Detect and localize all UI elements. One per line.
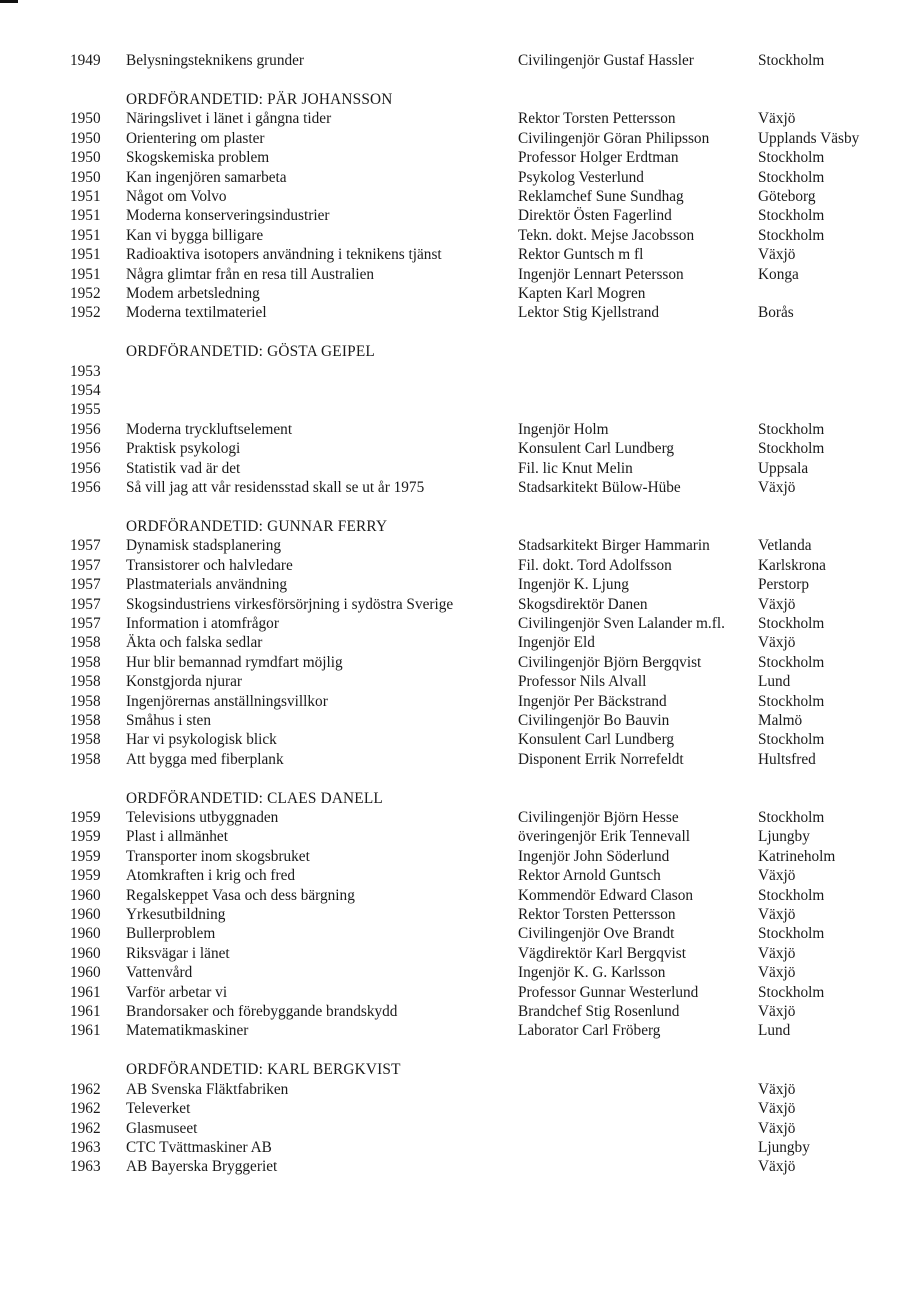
year-cell: 1958 (70, 673, 101, 691)
place-cell: Växjö (758, 964, 796, 982)
speaker-cell: Ingenjör John Söderlund (518, 847, 670, 865)
speaker-cell: Stadsarkitekt Bülow-Hübe (518, 479, 681, 496)
speaker-cell: Civilingenjör Björn Bergqvist (518, 653, 702, 671)
speaker-cell: Civilingenjör Göran Philipsson (518, 129, 710, 147)
year-cell: 1960 (70, 964, 101, 982)
speaker-cell: Civilingenjör Sven Lalander m.fl. (518, 614, 725, 632)
lecture-row (70, 168, 900, 187)
title-cell: Yrkesutbildning (126, 906, 226, 923)
speaker-cell: Ingenjör K. G. Karlsson (518, 964, 666, 982)
lecture-row (70, 226, 900, 245)
chairman-heading: ORDFÖRANDETID: GUNNAR FERRY (126, 517, 388, 535)
place-cell: Stockholm (758, 52, 825, 69)
place-cell: Stockholm (758, 925, 825, 943)
place-cell: Växjö (758, 110, 796, 128)
lecture-row (70, 1099, 900, 1118)
place-cell: Perstorp (758, 576, 809, 594)
title-cell: Statistik vad är det (126, 459, 241, 477)
title-cell: Ingenjörernas anställningsvillkor (126, 692, 328, 710)
speaker-cell: Rektor Guntsch m fl (518, 246, 644, 264)
year-cell: 1960 (70, 886, 101, 904)
speaker-cell: Konsulent Carl Lundberg (518, 731, 675, 749)
title-cell: Har vi psykologisk blick (126, 731, 277, 749)
speaker-cell: Rektor Torsten Pettersson (518, 906, 676, 923)
speaker-cell: Disponent Errik Norrefeldt (518, 750, 684, 768)
place-cell: Växjö (758, 1002, 796, 1020)
year-cell: 1958 (70, 750, 101, 768)
title-cell: Så vill jag att vår residensstad skall se ut år 1975 (126, 479, 425, 496)
place-cell: Konga (758, 265, 799, 283)
year-cell: 1963 (70, 1138, 101, 1156)
year-cell: 1956 (70, 440, 101, 458)
title-cell: Atomkraften i krig och fred (126, 867, 296, 885)
lecture-row (70, 381, 900, 400)
place-cell: Vetlanda (758, 537, 812, 555)
lecture-row (70, 924, 900, 943)
title-cell: Bullerproblem (126, 925, 216, 943)
year-cell: 1950 (70, 149, 101, 167)
lecture-row (70, 1080, 900, 1099)
place-cell: Växjö (758, 246, 796, 264)
year-cell: 1957 (70, 537, 101, 555)
speaker-cell: Rektor Arnold Guntsch (518, 867, 661, 885)
section (70, 342, 900, 497)
title-cell: Brandorsaker och förebyggande brandskydd (126, 1002, 398, 1020)
speaker-cell: Professor Holger Erdtman (518, 149, 679, 167)
lecture-row (70, 1119, 900, 1138)
lecture-row (70, 109, 900, 128)
lecture-list-document (70, 51, 900, 1177)
year-cell: 1952 (70, 284, 101, 302)
title-cell: Plast i allmänhet (126, 828, 228, 846)
title-cell: Småhus i sten (126, 711, 211, 729)
lecture-row (70, 866, 900, 885)
place-cell: Stockholm (758, 983, 825, 1001)
place-cell: Stockholm (758, 886, 825, 904)
title-cell: Belysningsteknikens grunder (126, 52, 305, 69)
place-cell: Lund (758, 673, 791, 691)
title-cell: Några glimtar från en resa till Australien (126, 265, 375, 283)
speaker-cell: Ingenjör K. Ljung (518, 576, 629, 594)
title-cell: Radioaktiva isotopers användning i teknikens tjänst (126, 246, 442, 264)
place-cell: Växjö (758, 1158, 796, 1176)
lecture-row (70, 750, 900, 769)
year-cell: 1956 (70, 420, 101, 438)
lecture-row (70, 983, 900, 1002)
lecture-row (70, 51, 900, 70)
lecture-row (70, 536, 900, 555)
speaker-cell: Reklamchef Sune Sundhag (518, 187, 684, 205)
speaker-cell: Civilingenjör Bo Bauvin (518, 711, 670, 729)
place-cell: Ljungby (758, 1138, 810, 1156)
place-cell: Ljungby (758, 828, 810, 846)
year-cell: 1951 (70, 187, 101, 205)
year-cell: 1960 (70, 944, 101, 962)
year-cell: 1961 (70, 1002, 101, 1020)
lecture-row (70, 265, 900, 284)
lecture-row (70, 245, 900, 264)
lecture-row (70, 633, 900, 652)
place-cell: Växjö (758, 479, 796, 496)
year-cell: 1961 (70, 983, 101, 1001)
lecture-row (70, 206, 900, 225)
title-cell: Att bygga med fiberplank (126, 750, 284, 768)
speaker-cell: Konsulent Carl Lundberg (518, 440, 675, 458)
place-cell: Stockholm (758, 614, 825, 632)
place-cell: Växjö (758, 1080, 796, 1098)
place-cell: Katrineholm (758, 847, 836, 865)
title-cell: Glasmuseet (126, 1119, 198, 1137)
lecture-row (70, 847, 900, 866)
lecture-row (70, 711, 900, 730)
title-cell: Orientering om plaster (126, 129, 265, 147)
place-cell: Stockholm (758, 809, 825, 827)
speaker-cell: Rektor Torsten Pettersson (518, 110, 676, 128)
lecture-row (70, 129, 900, 148)
speaker-cell: Ingenjör Holm (518, 420, 609, 438)
year-cell: 1958 (70, 692, 101, 710)
year-cell: 1959 (70, 847, 101, 865)
place-cell: Hultsfred (758, 750, 816, 768)
title-cell: Hur blir bemannad rymdfart möjlig (126, 653, 343, 671)
title-cell: AB Bayerska Bryggeriet (126, 1158, 278, 1176)
place-cell: Stockholm (758, 207, 825, 225)
place-cell: Stockholm (758, 168, 825, 186)
lecture-row (70, 1157, 900, 1176)
speaker-cell: Tekn. dokt. Mejse Jacobsson (518, 226, 695, 244)
lecture-row (70, 1138, 900, 1157)
speaker-cell: Civilingenjör Björn Hesse (518, 809, 679, 827)
title-cell: Något om Volvo (126, 187, 227, 205)
title-cell: Praktisk psykologi (126, 440, 241, 458)
speaker-cell: Laborator Carl Fröberg (518, 1022, 661, 1040)
year-cell: 1949 (70, 52, 101, 69)
chairman-heading: ORDFÖRANDETID: KARL BERGKVIST (126, 1061, 401, 1079)
place-cell: Växjö (758, 1100, 796, 1118)
place-cell: Växjö (758, 634, 796, 652)
speaker-cell: Civilingenjör Ove Brandt (518, 925, 675, 943)
speaker-cell: Fil. lic Knut Melin (518, 459, 633, 477)
year-cell: 1958 (70, 731, 101, 749)
lecture-row (70, 730, 900, 749)
place-cell: Borås (758, 304, 794, 322)
speaker-cell: Ingenjör Per Bäckstrand (518, 692, 667, 710)
place-cell: Växjö (758, 906, 796, 923)
year-cell: 1956 (70, 479, 101, 496)
lecture-row (70, 1002, 900, 1021)
place-cell: Växjö (758, 595, 796, 613)
lecture-row (70, 595, 900, 614)
title-cell: Televisions utbyggnaden (126, 809, 279, 827)
speaker-cell: Professor Nils Alvall (518, 673, 647, 691)
chairman-heading: ORDFÖRANDETID: PÄR JOHANSSON (126, 90, 393, 108)
lecture-row (70, 478, 900, 497)
place-cell: Stockholm (758, 692, 825, 710)
lecture-row (70, 303, 900, 322)
year-cell: 1957 (70, 576, 101, 594)
place-cell: Karlskrona (758, 556, 826, 574)
year-cell: 1956 (70, 459, 101, 477)
year-cell: 1951 (70, 226, 101, 244)
lecture-row (70, 362, 900, 381)
year-cell: 1959 (70, 828, 101, 846)
lecture-row (70, 808, 900, 827)
lecture-row (70, 653, 900, 672)
year-cell: 1959 (70, 809, 101, 827)
title-cell: CTC Tvättmaskiner AB (126, 1138, 272, 1156)
title-cell: Kan vi bygga billigare (126, 226, 264, 244)
place-cell: Göteborg (758, 187, 816, 205)
chairman-heading: ORDFÖRANDETID: GÖSTA GEIPEL (126, 343, 375, 361)
title-cell: Näringslivet i länet i gångna tider (126, 110, 332, 128)
place-cell: Upplands Väsby (758, 129, 860, 147)
place-cell: Växjö (758, 1119, 796, 1137)
lecture-row (70, 963, 900, 982)
speaker-cell: Stadsarkitekt Birger Hammarin (518, 537, 710, 555)
year-cell: 1955 (70, 401, 101, 419)
lecture-row (70, 672, 900, 691)
section (70, 51, 900, 70)
year-cell: 1959 (70, 867, 101, 885)
lecture-row (70, 614, 900, 633)
lecture-row (70, 459, 900, 478)
title-cell: Televerket (126, 1100, 191, 1118)
year-cell: 1952 (70, 304, 101, 322)
title-cell: Äkta och falska sedlar (126, 634, 263, 652)
year-cell: 1960 (70, 925, 101, 943)
lecture-row (70, 556, 900, 575)
place-cell: Växjö (758, 867, 796, 885)
year-cell: 1957 (70, 595, 101, 613)
lecture-row (70, 1021, 900, 1040)
speaker-cell: Lektor Stig Kjellstrand (518, 304, 660, 322)
speaker-cell: Fil. dokt. Tord Adolfsson (518, 556, 672, 574)
speaker-cell: Vägdirektör Karl Bergqvist (518, 944, 686, 962)
year-cell: 1957 (70, 614, 101, 632)
section (70, 789, 900, 1041)
title-cell: Skogsindustriens virkesförsörjning i sydöstra Sverige (126, 595, 454, 613)
lecture-row (70, 827, 900, 846)
year-cell: 1958 (70, 634, 101, 652)
chairman-heading: ORDFÖRANDETID: CLAES DANELL (126, 789, 383, 807)
speaker-cell: Brandchef Stig Rosenlund (518, 1002, 680, 1020)
year-cell: 1963 (70, 1158, 101, 1176)
title-cell: Plastmaterials användning (126, 576, 288, 594)
title-cell: Dynamisk stadsplanering (126, 537, 282, 555)
speaker-cell: Psykolog Vesterlund (518, 168, 644, 186)
year-cell: 1957 (70, 556, 101, 574)
lecture-row (70, 284, 900, 303)
speaker-cell: Ingenjör Lennart Petersson (518, 265, 684, 283)
place-cell: Stockholm (758, 731, 825, 749)
year-cell: 1962 (70, 1119, 101, 1137)
title-cell: Skogskemiska problem (126, 149, 270, 167)
title-cell: Riksvägar i länet (126, 944, 230, 962)
year-cell: 1954 (70, 382, 101, 400)
speaker-cell: Civilingenjör Gustaf Hassler (518, 52, 694, 69)
lecture-row (70, 886, 900, 905)
place-cell: Stockholm (758, 653, 825, 671)
title-cell: Matematikmaskiner (126, 1022, 249, 1040)
title-cell: Varför arbetar vi (126, 983, 228, 1001)
section (70, 517, 900, 769)
section (70, 1060, 900, 1176)
section (70, 90, 900, 323)
speaker-cell: överingenjör Erik Tennevall (518, 828, 690, 846)
speaker-cell: Ingenjör Eld (518, 634, 595, 652)
speaker-cell: Kommendör Edward Clason (518, 886, 694, 904)
title-cell: Moderna tryckluftselement (126, 420, 293, 438)
title-cell: Konstgjorda njurar (126, 673, 242, 691)
lecture-row (70, 944, 900, 963)
year-cell: 1962 (70, 1080, 101, 1098)
year-cell: 1961 (70, 1022, 101, 1040)
title-cell: Kan ingenjören samarbeta (126, 168, 287, 186)
speaker-cell: Professor Gunnar Westerlund (518, 983, 699, 1001)
place-cell: Uppsala (758, 459, 809, 477)
year-cell: 1950 (70, 168, 101, 186)
title-cell: Information i atomfrågor (126, 614, 279, 632)
title-cell: Moderna konserveringsindustrier (126, 207, 330, 225)
title-cell: Moderna textilmateriel (126, 304, 267, 322)
scan-edge-mark (0, 0, 18, 3)
lecture-row (70, 905, 900, 924)
lecture-row (70, 420, 900, 439)
lecture-row (70, 575, 900, 594)
lecture-row (70, 148, 900, 167)
lecture-row (70, 400, 900, 419)
place-cell: Stockholm (758, 226, 825, 244)
year-cell: 1958 (70, 711, 101, 729)
title-cell: AB Svenska Fläktfabriken (126, 1080, 289, 1098)
lecture-row (70, 439, 900, 458)
title-cell: Vattenvård (126, 964, 193, 982)
year-cell: 1962 (70, 1100, 101, 1118)
year-cell: 1958 (70, 653, 101, 671)
place-cell: Stockholm (758, 440, 825, 458)
speaker-cell: Skogsdirektör Danen (518, 595, 648, 613)
title-cell: Transistorer och halvledare (126, 556, 293, 574)
place-cell: Stockholm (758, 149, 825, 167)
lecture-row (70, 187, 900, 206)
title-cell: Transporter inom skogsbruket (126, 847, 310, 865)
year-cell: 1951 (70, 265, 101, 283)
year-cell: 1950 (70, 129, 101, 147)
title-cell: Modem arbetsledning (126, 284, 260, 302)
year-cell: 1951 (70, 207, 101, 225)
lecture-row (70, 692, 900, 711)
place-cell: Växjö (758, 944, 796, 962)
speaker-cell: Direktör Östen Fagerlind (518, 207, 672, 225)
place-cell: Malmö (758, 711, 803, 729)
year-cell: 1960 (70, 906, 101, 923)
year-cell: 1951 (70, 246, 101, 264)
place-cell: Stockholm (758, 420, 825, 438)
place-cell: Lund (758, 1022, 791, 1040)
speaker-cell: Kapten Karl Mogren (518, 284, 646, 302)
year-cell: 1953 (70, 362, 101, 380)
title-cell: Regalskeppet Vasa och dess bärgning (126, 886, 355, 904)
year-cell: 1950 (70, 110, 101, 128)
